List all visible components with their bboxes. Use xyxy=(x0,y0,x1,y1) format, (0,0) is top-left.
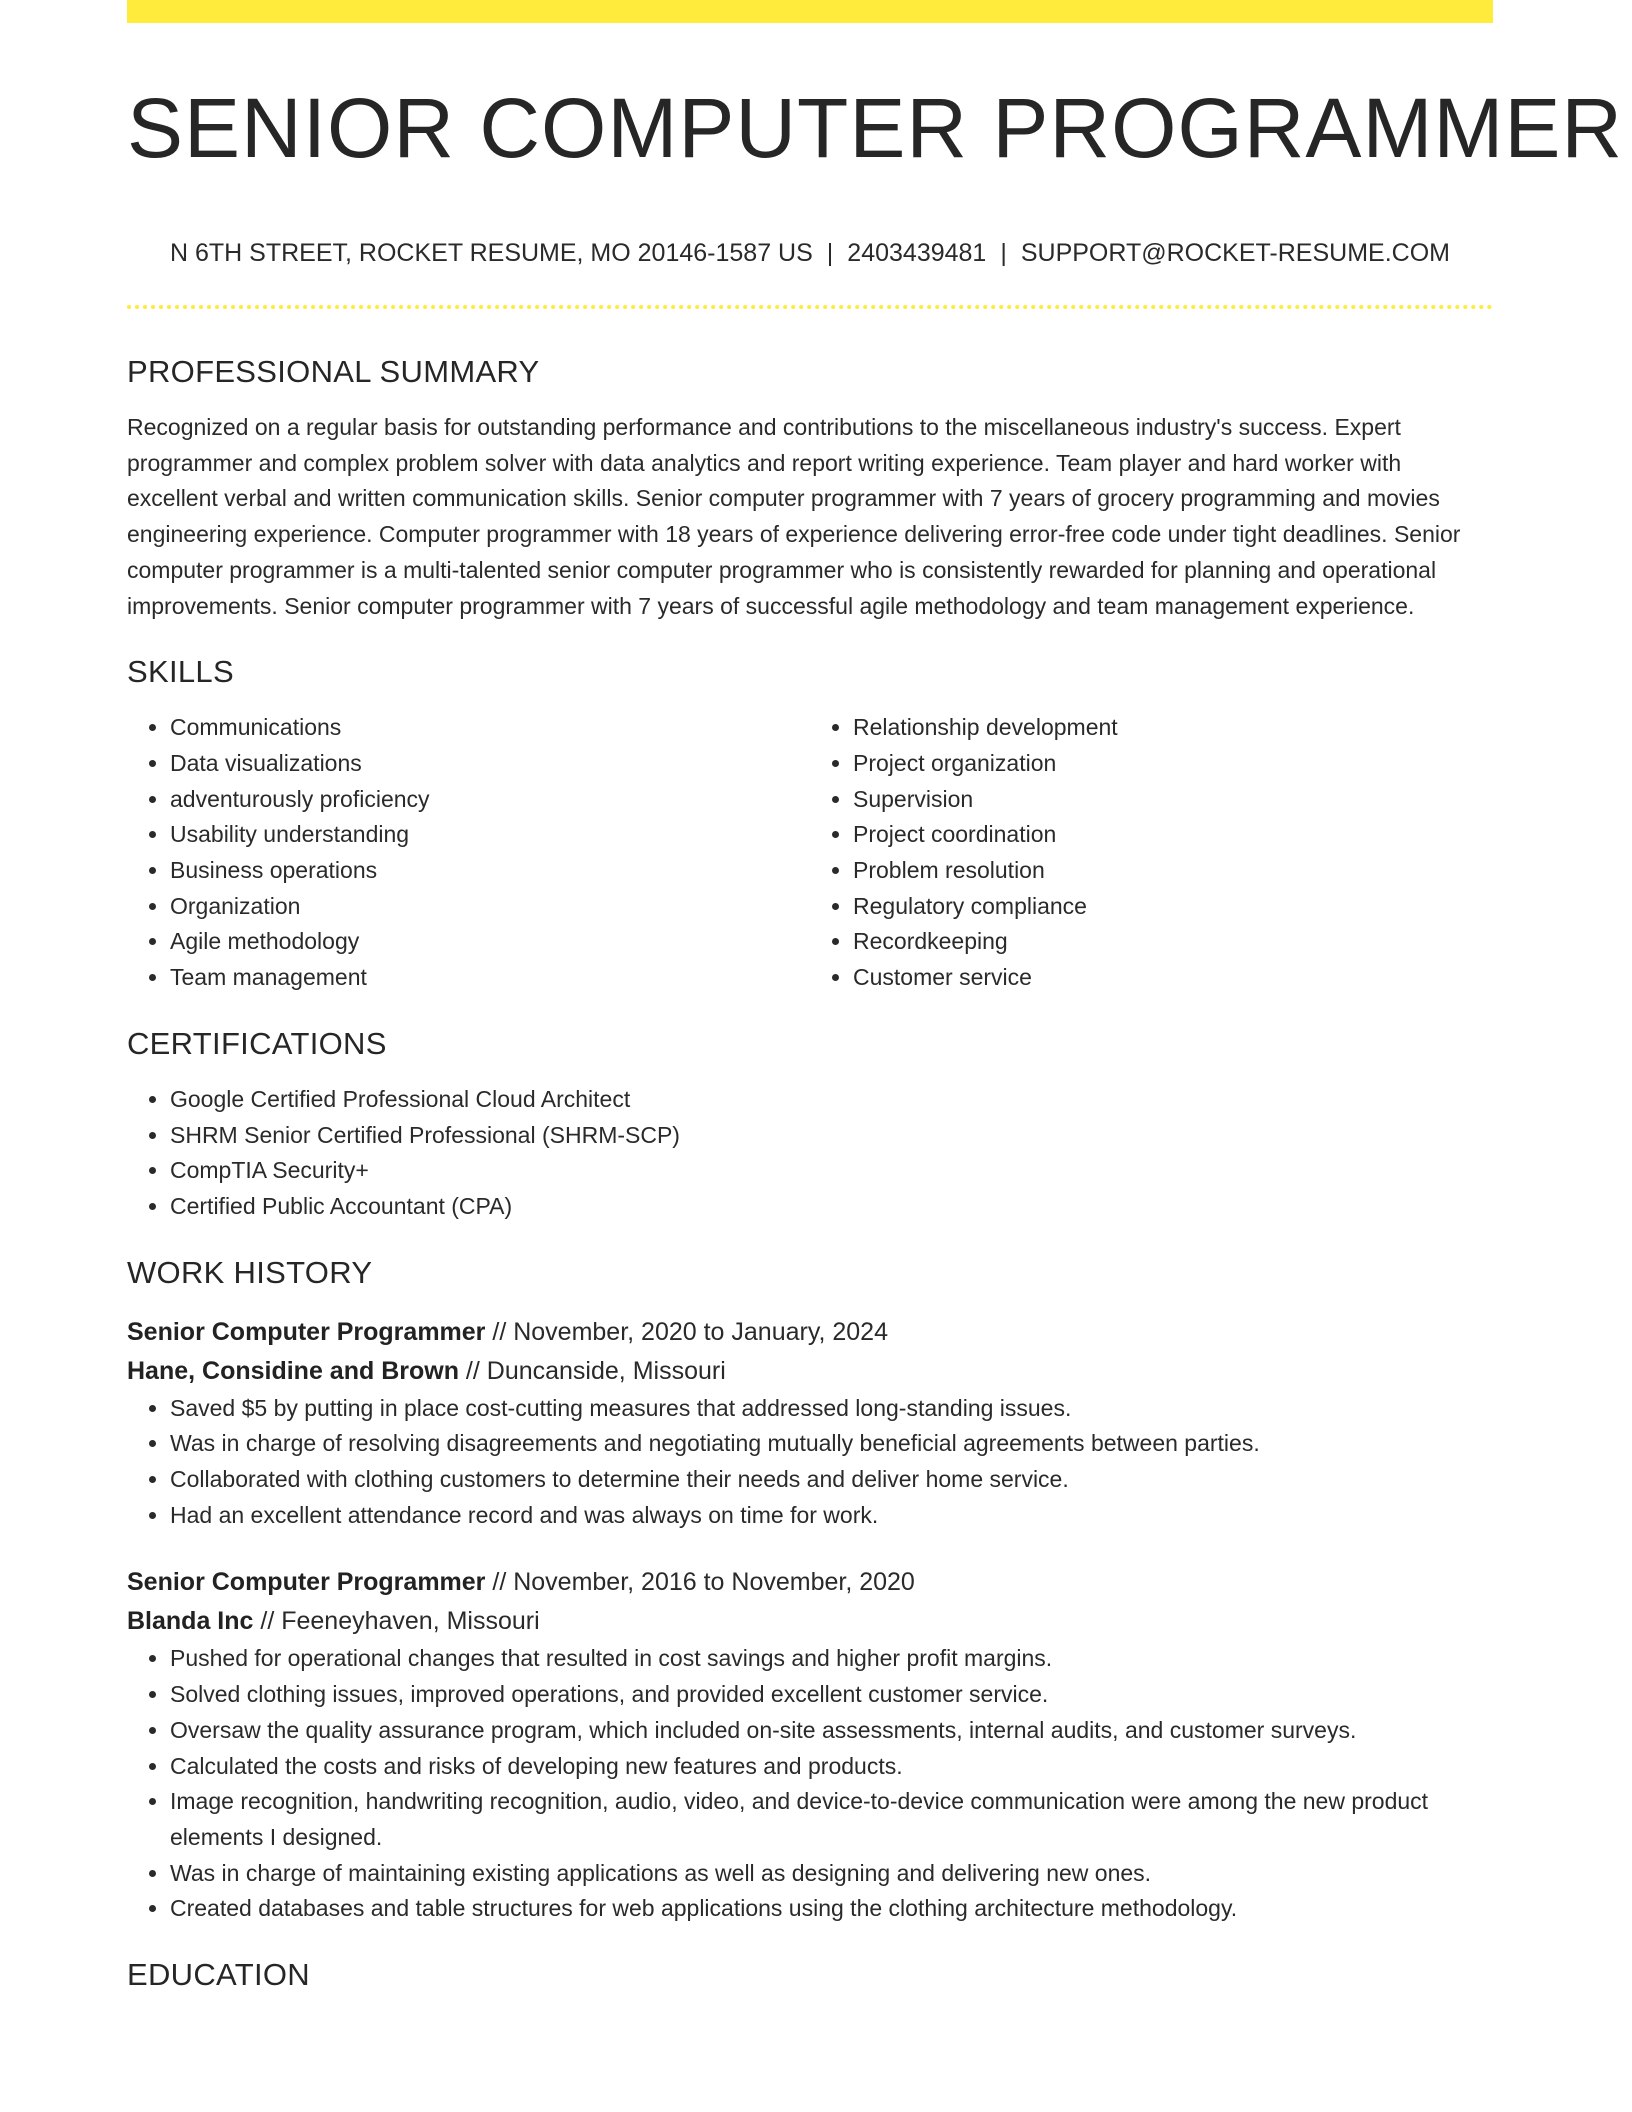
work-history-section xyxy=(127,1253,1493,1927)
resume-title: SENIOR COMPUTER PROGRAMMER xyxy=(127,81,1624,175)
skill-item: • Recordkeeping xyxy=(853,924,1493,960)
certifications-list xyxy=(127,1082,1493,1225)
skill-item: • Data visualizations xyxy=(170,746,810,782)
skill-item: • Agile methodology xyxy=(170,924,810,960)
job-role: Senior Computer Programmer xyxy=(127,1568,486,1597)
section-heading: EDUCATION xyxy=(127,1957,310,1993)
job-role-line xyxy=(127,1563,1493,1602)
job-role-line xyxy=(127,1313,1493,1352)
job-bullet: • Calculated the costs and risks of developing new features and products. xyxy=(170,1749,1493,1785)
job-bullet: • Image recognition, handwriting recognition, audio, video, and device-to-device communication were among the new product elements I designed. xyxy=(170,1784,1493,1855)
job-entry xyxy=(127,1313,1493,1534)
skill-item: • Relationship development xyxy=(853,710,1493,746)
job-dates: // November, 2020 to January, 2024 xyxy=(485,1317,888,1346)
skill-item: • Team management xyxy=(170,960,810,996)
skill-item: • Project coordination xyxy=(853,817,1493,853)
skills-list xyxy=(810,710,1493,996)
job-bullet: • Was in charge of resolving disagreements and negotiating mutually beneficial agreements between parties. xyxy=(170,1426,1493,1462)
job-bullet: • Saved $5 by putting in place cost-cutting measures that addressed long-standing issues. xyxy=(170,1391,1493,1427)
section-heading: PROFESSIONAL SUMMARY xyxy=(127,354,540,389)
certifications-section xyxy=(127,1024,1493,1225)
summary-section xyxy=(127,352,1493,624)
contact-line xyxy=(127,235,1493,271)
skill-item: • Problem resolution xyxy=(853,853,1493,889)
skill-item: • Customer service xyxy=(853,960,1493,996)
education-section xyxy=(127,1955,1493,1995)
skill-item: • Communications xyxy=(170,710,810,746)
skills-section xyxy=(127,652,1493,996)
job-bullet: • Solved clothing issues, improved operations, and provided excellent customer service. xyxy=(170,1677,1493,1713)
job-bullet: • Collaborated with clothing customers to determine their needs and deliver home service. xyxy=(170,1462,1493,1498)
contact-separator: | xyxy=(826,239,834,267)
accent-top-bar xyxy=(127,0,1493,23)
contact-phone[interactable]: 2403439481 xyxy=(847,239,987,267)
skills-left-column xyxy=(127,710,810,996)
job-bullet: • Oversaw the quality assurance program, which included on-site assessments, internal audits, and customer surveys. xyxy=(170,1713,1493,1749)
job-role: Senior Computer Programmer xyxy=(127,1317,486,1346)
job-company-line xyxy=(127,1352,1493,1391)
job-bullets xyxy=(127,1641,1493,1927)
summary-text: Recognized on a regular basis for outstanding performance and contributions to the miscellaneous industry's success. Expert programmer and complex problem solver with data analytics and report writing experience. Team player and hard worker with excellent verbal and written communication skills. Senior computer programmer with 7 years of grocery programming and movies engineering experience. Computer programmer with 18 years of experience delivering error-free code under tight deadlines. Senior computer programmer is a multi-talented senior computer programmer who is consistently rewarded for planning and operational improvements. Senior computer programmer with 7 years of successful agile methodology and team management experience. xyxy=(127,414,1461,619)
job-bullet: • Was in charge of maintaining existing applications as well as designing and delivering new ones. xyxy=(170,1856,1493,1892)
job-location: // Duncanside, Missouri xyxy=(458,1356,726,1385)
job-location: // Feeneyhaven, Missouri xyxy=(253,1607,540,1636)
job-company-line xyxy=(127,1602,1493,1641)
job-bullets xyxy=(127,1391,1493,1534)
job-dates: // November, 2016 to November, 2020 xyxy=(485,1568,915,1597)
contact-separator: | xyxy=(1000,239,1007,267)
job-company: Blanda Inc xyxy=(127,1607,254,1636)
skill-item: • Project organization xyxy=(853,746,1493,782)
certification-item: • Certified Public Accountant (CPA) xyxy=(170,1189,1493,1225)
contact-email[interactable]: SUPPORT@ROCKET-RESUME.COM xyxy=(1020,239,1450,267)
resume-content xyxy=(127,352,1493,1995)
job-bullet: • Pushed for operational changes that resulted in cost savings and higher profit margins. xyxy=(170,1641,1493,1677)
skill-item: • Regulatory compliance xyxy=(853,889,1493,925)
section-heading: WORK HISTORY xyxy=(127,1254,373,1290)
job-entry xyxy=(127,1563,1493,1927)
skills-list xyxy=(127,710,810,996)
skills-columns xyxy=(127,710,1493,996)
job-bullet: • Had an excellent attendance record and was always on time for work. xyxy=(170,1498,1493,1534)
contact-address: N 6TH STREET, ROCKET RESUME, MO 20146-1587 US xyxy=(170,239,813,267)
job-company: Hane, Considine and Brown xyxy=(127,1356,459,1385)
section-heading: CERTIFICATIONS xyxy=(127,1025,387,1061)
dotted-divider xyxy=(127,305,1493,309)
skill-item: • Business operations xyxy=(170,853,810,889)
skill-item: • Organization xyxy=(170,889,810,925)
certification-item: • CompTIA Security+ xyxy=(170,1153,1493,1189)
section-heading: SKILLS xyxy=(127,654,234,690)
job-bullet: • Created databases and table structures for web applications using the clothing architecture methodology. xyxy=(170,1891,1493,1927)
skill-item: • adventurously proficiency xyxy=(170,782,810,818)
certification-item: • SHRM Senior Certified Professional (SHRM-SCP) xyxy=(170,1118,1493,1154)
skill-item: • Supervision xyxy=(853,782,1493,818)
certification-item: • Google Certified Professional Cloud Architect xyxy=(170,1082,1493,1118)
skill-item: • Usability understanding xyxy=(170,817,810,853)
skills-right-column xyxy=(810,710,1493,996)
